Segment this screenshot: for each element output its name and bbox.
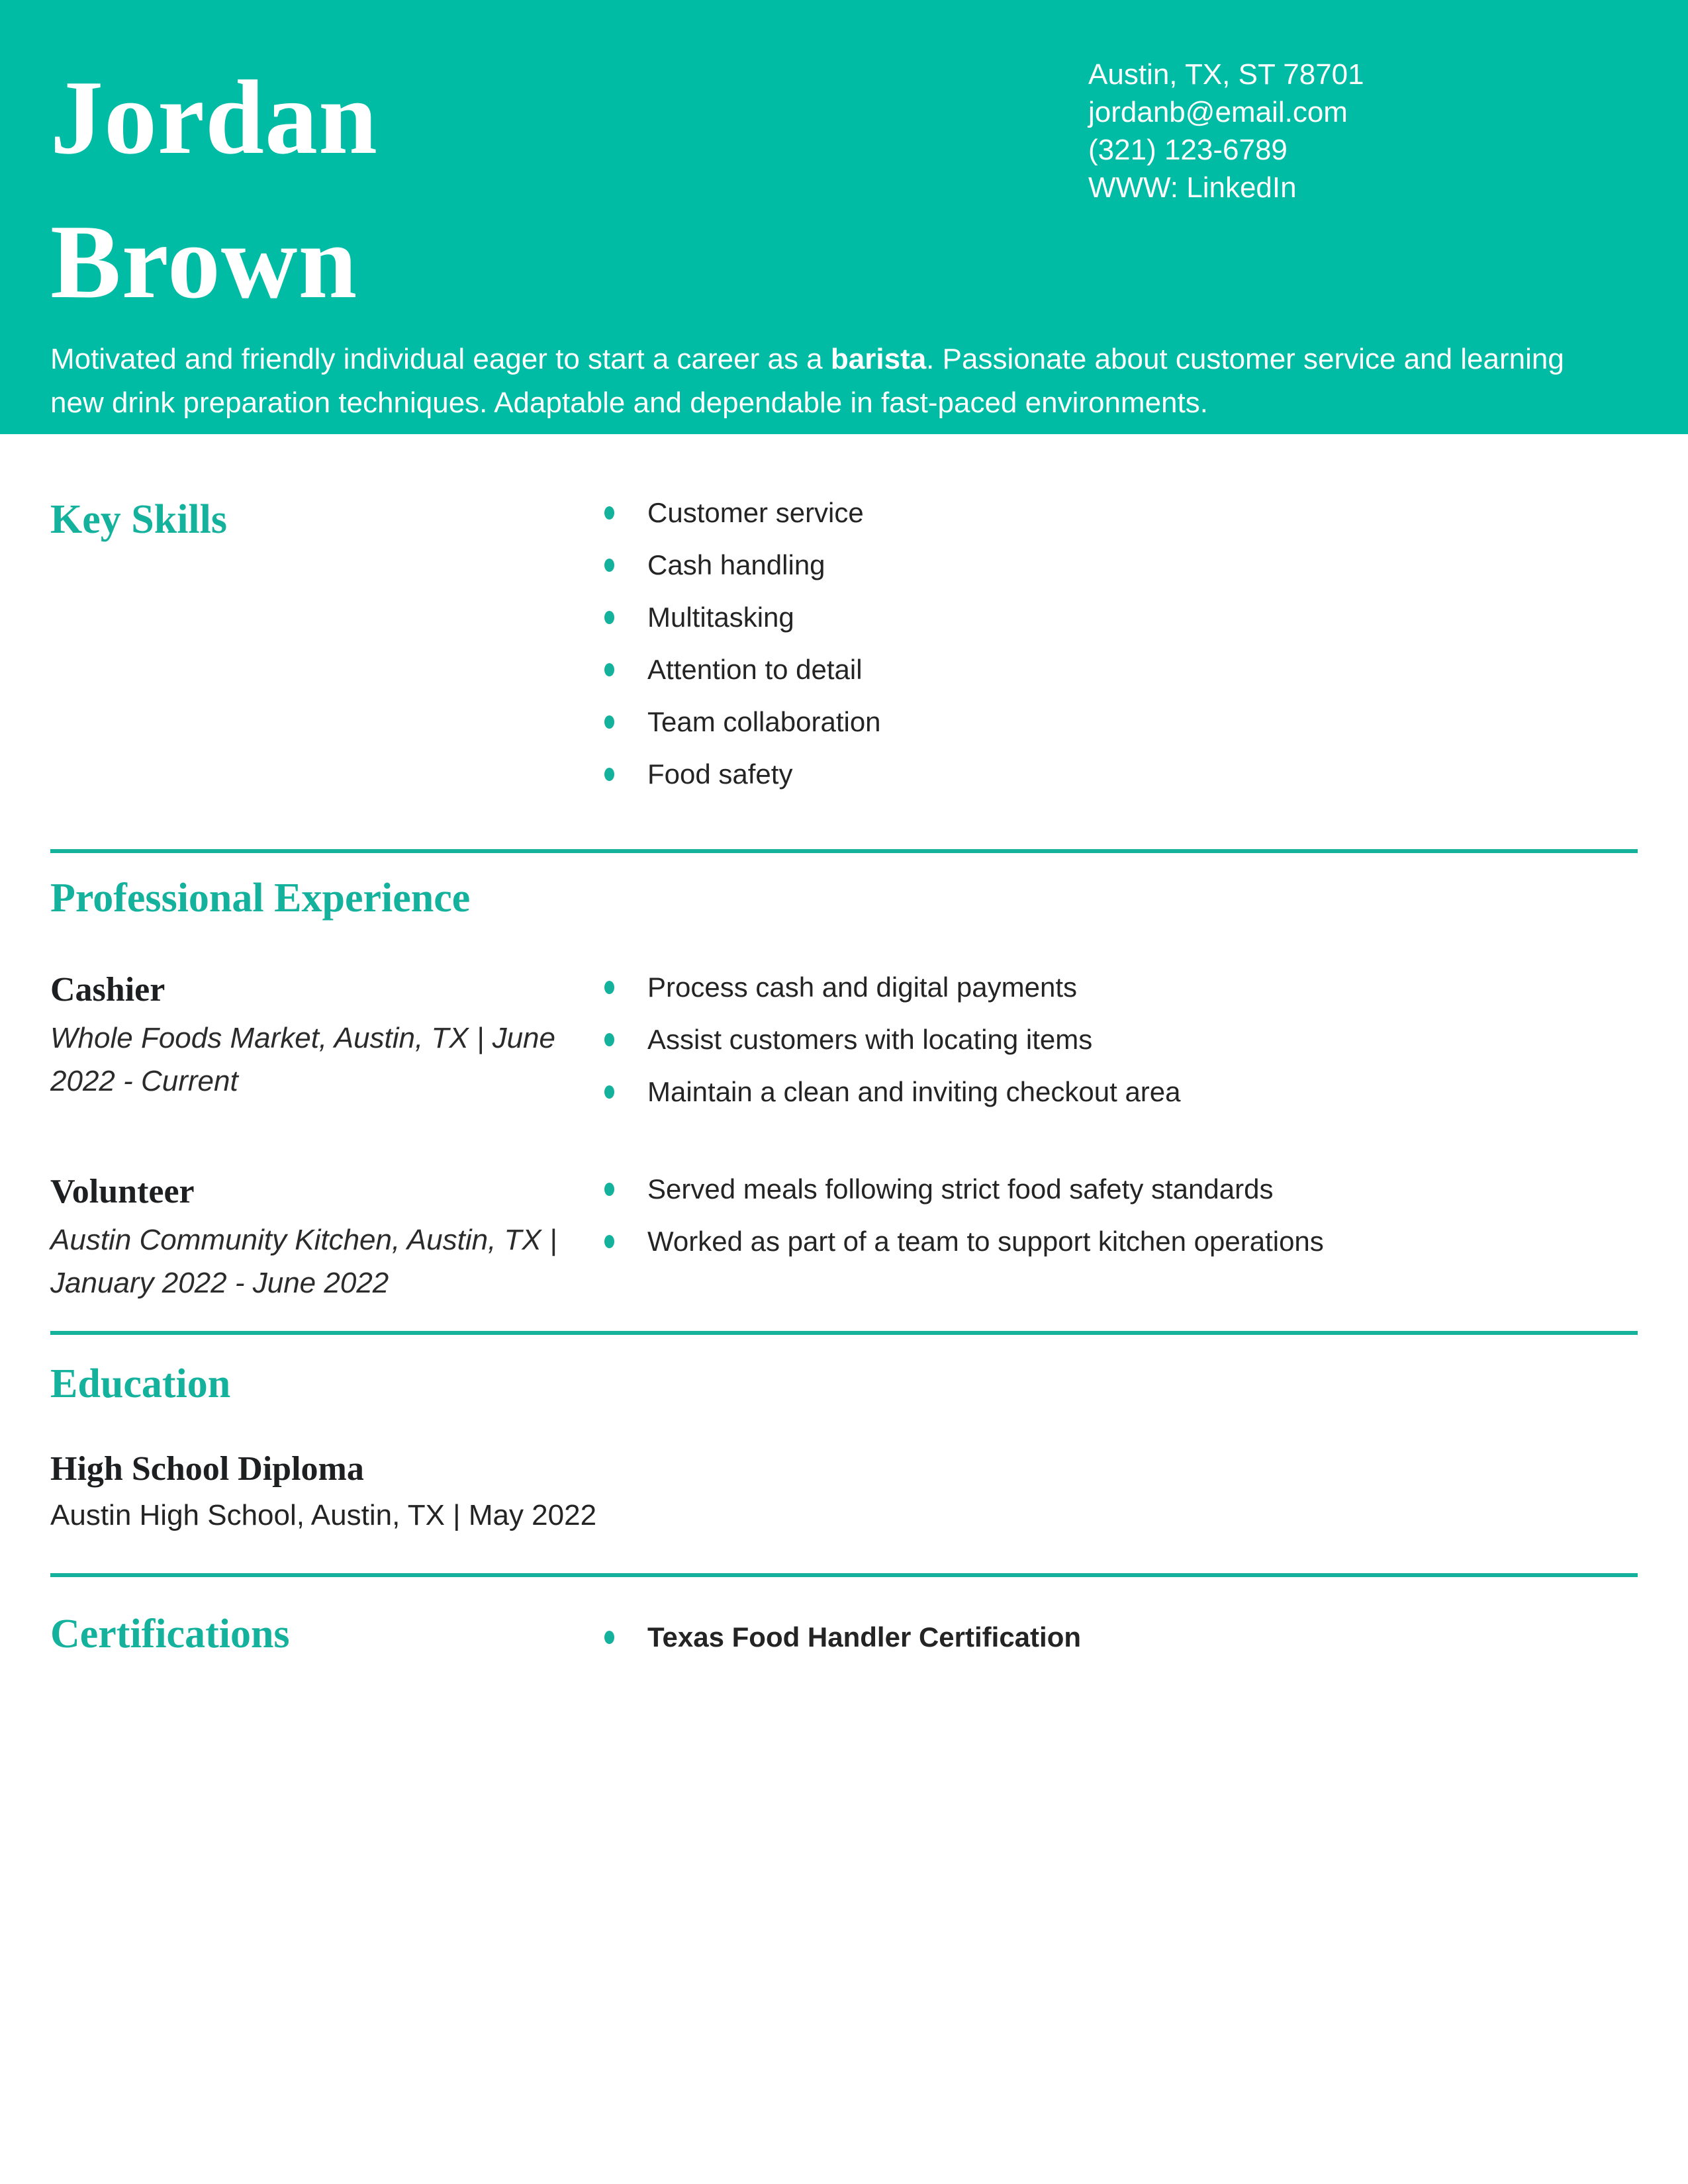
list-item [604, 1174, 1638, 1205]
resume-body [0, 434, 1688, 1754]
certification-label: Texas Food Handler Certification [647, 1621, 1081, 1653]
skill-label: Attention to detail [647, 654, 863, 685]
list-item [604, 655, 1638, 685]
list-item [604, 550, 1638, 580]
section-education [50, 1335, 1638, 1573]
job-entry-left [50, 968, 604, 1129]
skill-label: Food safety [647, 758, 793, 790]
section-certifications [50, 1577, 1638, 1754]
contact-email: jordanb@email.com [1088, 96, 1348, 128]
job-meta: Austin Community Kitchen, Austin, TX | January 2022 - June 2022 [50, 1224, 557, 1299]
experience-heading: Professional Experience [50, 876, 471, 921]
bullet-dot-icon [604, 981, 614, 994]
job-entry-left [50, 1170, 604, 1304]
list-item [604, 707, 1638, 737]
contact-block [1088, 56, 1638, 206]
list-item [604, 602, 1638, 633]
section-experience [50, 853, 1638, 1331]
bullet-dot-icon [604, 611, 614, 624]
job-bullet-label: Assist customers with locating items [647, 1024, 1093, 1055]
skill-label: Multitasking [647, 602, 794, 633]
list-item [604, 1226, 1638, 1257]
contact-website: WWW: LinkedIn [1088, 171, 1297, 204]
job-bullet-list [604, 968, 1638, 1129]
bullet-dot-icon [604, 768, 614, 781]
key-skills-list [604, 497, 1638, 811]
name-line-2: Brown [50, 203, 358, 320]
job-entry [50, 1170, 1638, 1304]
list-item [604, 1622, 1638, 1653]
summary-suffix: . Passionate about customer service and learning new drink preparation techniques. Adaptable and dependable in fast-paced environments. [50, 343, 1564, 419]
bullet-dot-icon [604, 1085, 614, 1099]
bullet-dot-icon [604, 559, 614, 572]
education-entry [50, 1447, 1638, 1535]
certifications-heading: Certifications [50, 1612, 290, 1657]
bullet-dot-icon [604, 1183, 614, 1196]
job-title: Volunteer [50, 1173, 195, 1210]
contact-phone: (321) 123-6789 [1088, 134, 1288, 166]
summary-highlight: barista [830, 343, 927, 375]
certifications-list [604, 1612, 1638, 1674]
list-item [604, 498, 1638, 528]
school-line: Austin High School, Austin, TX | May 2022 [50, 1499, 597, 1531]
job-bullet-label: Process cash and digital payments [647, 972, 1078, 1003]
list-item [604, 972, 1638, 1003]
skill-label: Cash handling [647, 549, 825, 580]
education-heading: Education [50, 1361, 231, 1406]
bullet-dot-icon [604, 715, 614, 729]
degree-title: High School Diploma [50, 1450, 364, 1488]
summary-paragraph [50, 338, 1566, 425]
resume-header [0, 0, 1688, 434]
bullet-dot-icon [604, 506, 614, 520]
candidate-name [50, 45, 1088, 334]
bullet-dot-icon [604, 1033, 614, 1046]
list-item [604, 1024, 1638, 1055]
section-key-skills [50, 434, 1638, 849]
job-title: Cashier [50, 971, 165, 1009]
job-entry [50, 968, 1638, 1129]
summary-prefix: Motivated and friendly individual eager to start a career as a [50, 343, 831, 375]
job-bullet-label: Worked as part of a team to support kitchen operations [647, 1226, 1324, 1257]
bullet-dot-icon [604, 1631, 614, 1644]
list-item [604, 759, 1638, 790]
list-item [604, 1077, 1638, 1107]
bullet-dot-icon [604, 1235, 614, 1248]
skill-label: Team collaboration [647, 706, 881, 737]
name-line-1: Jordan [50, 58, 378, 176]
job-bullet-label: Served meals following strict food safety standards [647, 1173, 1274, 1205]
contact-location: Austin, TX, ST 78701 [1088, 58, 1364, 91]
job-bullet-label: Maintain a clean and inviting checkout area [647, 1076, 1181, 1107]
bullet-dot-icon [604, 663, 614, 676]
key-skills-heading: Key Skills [50, 497, 228, 542]
job-meta: Whole Foods Market, Austin, TX | June 2022 - Current [50, 1022, 555, 1097]
skill-label: Customer service [647, 497, 864, 528]
header-top-row [50, 45, 1638, 334]
job-bullet-list [604, 1170, 1638, 1304]
